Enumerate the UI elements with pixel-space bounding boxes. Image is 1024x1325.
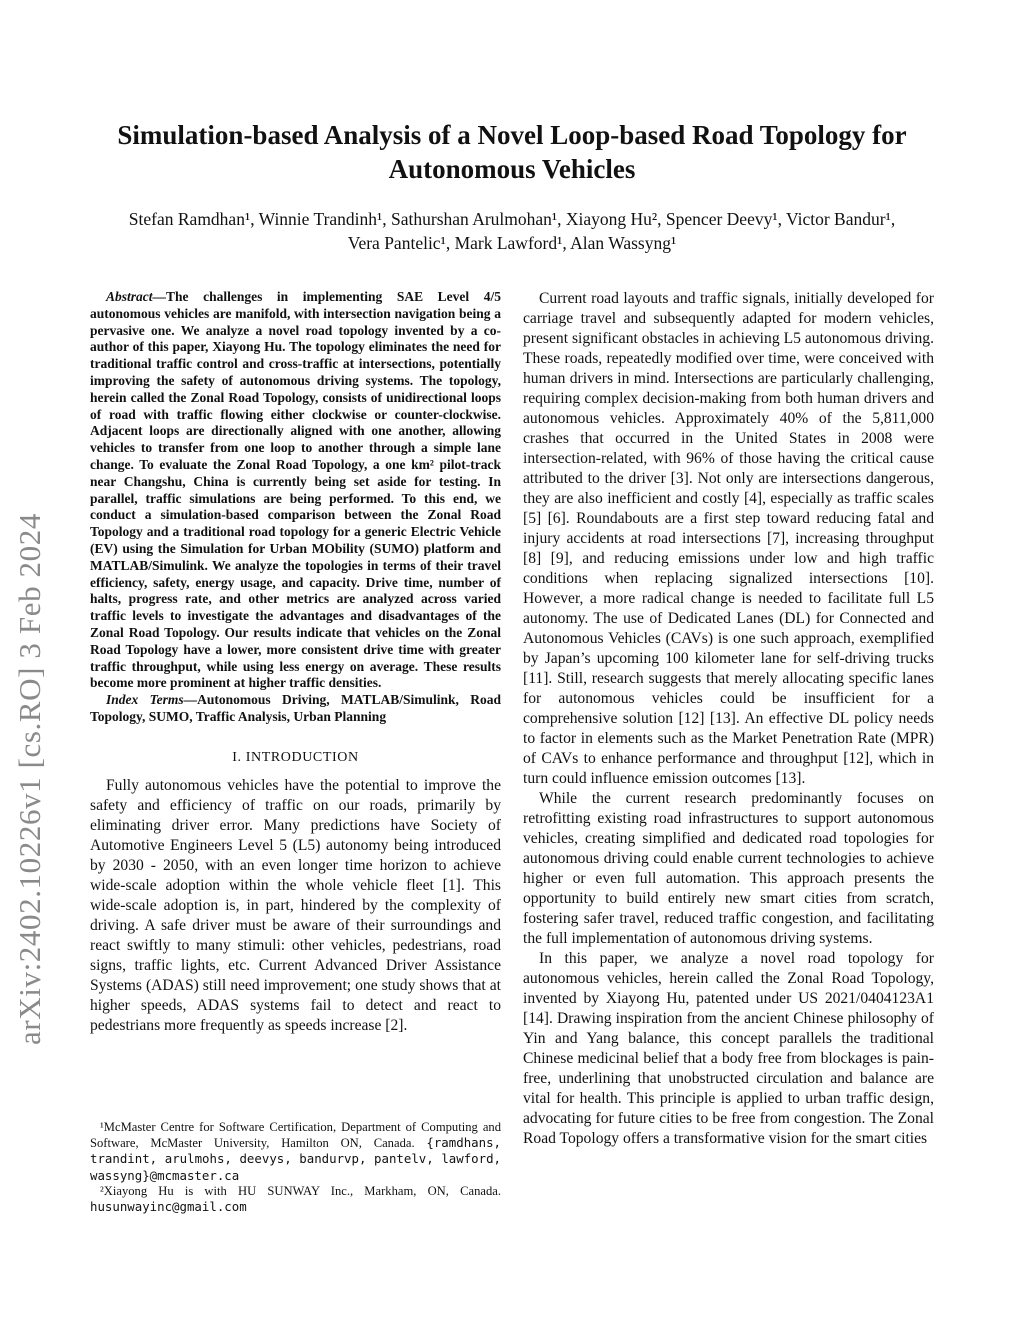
intro-paragraph-3: While the current research predominantly focuses on retrofitting existing road infrastructures to support autonomous vehicles, creating simplified and dedicated road topologies for autonomous driving could enable current technologies to achieve higher or even full automation. This approach presents the opportunity to build entirely new smart cities from scratch, fostering safer travel, reduced traffic congestion, and facilitating the full implementation of autonomous driving systems. [523, 790, 934, 947]
authors-line-1: Stefan Ramdhan¹, Winnie Trandinh¹, Sathurshan Arulmohan¹, Xiayong Hu², Spencer Deevy¹, Victor Bandur¹, [128, 209, 896, 229]
footnote-2-text: ²Xiayong Hu is with HU SUNWAY Inc., Markham, ON, Canada. [100, 1183, 501, 1198]
left-column [90, 289, 501, 1036]
footnote-1-emails: {ramdhans, trandint, arulmohs, deevys, bandurvp, pantelv, lawford, wassyng}@mcmaster.ca [90, 1135, 501, 1183]
index-terms-text: Autonomous Driving, MATLAB/Simulink, Road Topology, SUMO, Traffic Analysis, Urban Planning [90, 692, 502, 724]
footnote-2-email: husunwayinc@gmail.com [90, 1199, 247, 1215]
abstract-label: Abstract— [106, 289, 167, 304]
footnote-1-text: ¹McMaster Centre for Software Certification, Department of Computing and Software, McMaster University, Hamilton ON, Canada. [90, 1120, 501, 1151]
index-terms-label: Index Terms— [106, 692, 198, 708]
section-heading-introduction: I. INTRODUCTION [232, 749, 359, 765]
footnote-1 [90, 1120, 501, 1184]
footnote-2 [90, 1184, 501, 1215]
abstract-text: The challenges in implementing SAE Level 4/5 autonomous vehicles are manifold, with intersection navigation being a pervasive one. We analyze a novel road topology invented by a co-author of this paper, Xiayong Hu. The topology eliminates the need for traditional traffic control and cross-traffic at intersections, potentially improving the safety of autonomous driving systems. The topology, herein called the Zonal Road Topology, consists of unidirectional loops of road with traffic flowing either clockwise or counter-clockwise. Adjacent loops are directionally aligned with one another, allowing vehicles to transfer from one loop to another through a simple lane change. To evaluate the Zonal Road Topology, a one km² pilot-track near Changshu, China is currently being set aside for testing. In parallel, traffic simulations are being performed. To this end, we conduct a simulation-based comparison between the Zonal Road Topology and a traditional road topology for a generic Electric Vehicle (EV) using the Simulation for Urban MObility (SUMO) platform and MATLAB/Simulink. We analyze the topologies in terms of their travel efficiency, safety, energy usage, and capacity. Drive time, number of halts, progress rate, and other metrics are analyzed across varied traffic levels to investigate the advantages and disadvantages of the Zonal Road Topology. Our results indicate that vehicles on the Zonal Road Topology have a lower, more consistent drive time with greater traffic throughput, while using less energy on average. These results become more prominent at higher traffic densities. [90, 289, 501, 691]
index-terms [90, 692, 501, 726]
intro-paragraph-1: Fully autonomous vehicles have the potential to improve the safety and efficiency of traffic on our roads, primarily by eliminating driver error. Many predictions have Society of Automotive Engineers Level 5 (L5) autonomy being introduced by 2030 - 2050, with an even longer time horizon to achieve wide-scale adoption within the whole vehicle fleet [1]. This wide-scale adoption is, in part, hindered by the complexity of driving. A safe driver must be aware of their surroundings and react swiftly to many stimuli: other vehicles, pedestrians, road signs, traffic lights, etc. Current Advanced Driver Assistance Systems (ADAS) still need improvement; one study shows that at higher speeds, ADAS systems fail to detect and react to pedestrians more frequently as speeds increase [2]. [90, 776, 501, 1034]
authors-line-2: Vera Pantelic¹, Mark Lawford¹, Alan Wassyng¹ [347, 233, 677, 253]
abstract [90, 289, 501, 692]
intro-paragraph-4: In this paper, we analyze a novel road topology for autonomous vehicles, herein called the Zonal Road Topology, invented by Xiayong Hu, patented under US 2021/0404123A1 [14]. Drawing inspiration from the ancient Chinese philosophy of Yin and Yang balance, this concept parallels the traditional Chinese medicinal belief that a body free from blockages is pain-free, underlining that unobstructed circulation and balance are vital for health. This principle is applied to urban traffic design, advocating for future cities to be free from congestion. The Zonal Road Topology offers a transformative vision for the smart cities [523, 950, 934, 1147]
right-column [523, 289, 934, 1149]
author-list [60, 207, 964, 255]
arxiv-sidebar-id: arXiv:2402.10226v1 [cs.RO] 3 Feb 2024 [12, 513, 47, 1045]
intro-paragraph-2: Current road layouts and traffic signals, initially developed for carriage travel and subsequently adapted for modern vehicles, present significant obstacles in achieving L5 autonomous driving. These roads, repeatedly modified over time, were conceived with human drivers in mind. Intersections are particularly challenging, requiring complex decision-making from both human drivers and autonomous vehicles. Approximately 40% of the 5,811,000 crashes that occurred in the United States in 2008 were intersection-related, with 96% of those having the critical cause attributed to the driver [3]. Not only are intersections dangerous, they are also inefficient and costly [4], especially as traffic scales [5] [6]. Roundabouts are a first step toward reducing fatal and injury accidents at road intersections [7], increasing throughput [8] [9], and reducing emissions under low and high traffic conditions when replacing signalized intersections [10]. However, a more radical change is needed to facilitate full L5 autonomy. The use of Dedicated Lanes (DL) for Connected and Autonomous Vehicles (CAVs) is one such approach, exemplified by Japan’s upcoming 100 kilometer lane for self-driving trucks [11]. Still, research suggests that merely allocating specific lanes for autonomous vehicles could be insufficient for a comprehensive solution [12] [13]. An effective DL policy needs to factor in elements such as the Market Penetration Rate (MPR) of CAVs to enhance performance and throughput [12], which in turn could influence emission outcomes [13]. [523, 290, 934, 787]
paper-title: Simulation-based Analysis of a Novel Loop-based Road Topology for Autonomous Vehicles [117, 120, 907, 184]
footnotes [90, 1120, 501, 1215]
